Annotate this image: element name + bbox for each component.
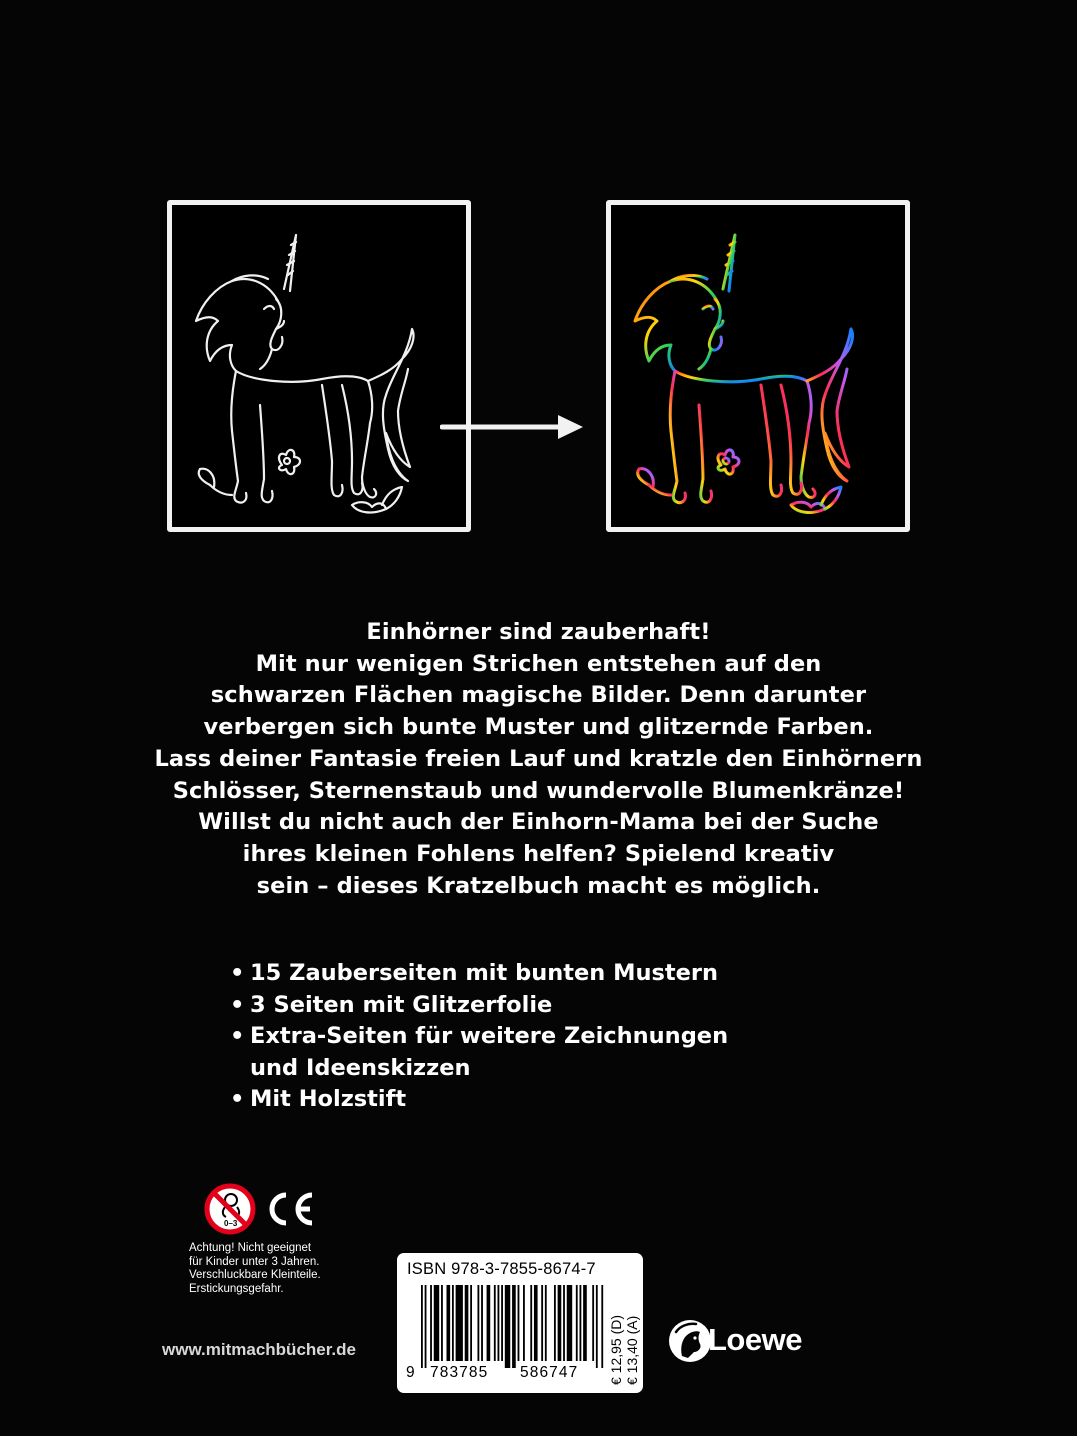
isbn-label: ISBN 978-3-7855-8674-7 [407,1260,596,1278]
arrow-right-icon [440,412,585,442]
barcode-digits-left: 783785 [430,1364,489,1381]
price-block [607,1265,643,1385]
barcode-icon [421,1285,605,1368]
feature-item: • Extra-Seiten für weitere Zeichnungen und Ideenskizzen [230,1021,750,1084]
feature-item: • 3 Seiten mit Glitzerfolie [230,990,750,1022]
safety-warning-text: Achtung! Nicht geeignet für Kinder unter 3 Jahren. Verschluckbare Kleinteile. Erstickungsgefahr. [189,1242,321,1295]
illustration-before [167,200,471,532]
barcode-digits-right: 586747 [520,1364,579,1381]
price-austria: € 13,40 (A) [624,1315,640,1385]
unicorn-outline-rainbow-icon [611,205,905,527]
ce-mark-icon [264,1189,318,1229]
age-label: 0–3 [224,1219,238,1228]
illustration-after [606,200,910,532]
publisher-name: Loewe [708,1322,802,1357]
feature-item: • Mit Holzstift [230,1084,750,1116]
publisher-logo [668,1316,838,1370]
lion-head-icon [668,1318,712,1364]
barcode-sticker [397,1253,643,1393]
feature-item: • 15 Zauberseiten mit bunten Mustern [230,958,750,990]
website-link[interactable]: www.mitmachbücher.de [162,1340,356,1359]
description-text: Einhörner sind zauberhaft! Mit nur wenigen Strichen entstehen auf den schwarzen Flächen magische Bilder. Denn darunter verbergen sich bunte Muster und glitzernde Farben. Lass deiner Fantasie freien Lauf und kratzle den Einhörnern Schlösser, Sternenstaub und wundervolle Blumenkränze! Willst du nicht auch der Einhorn-Mama bei der Suche ihres kleinen Fohlens helfen? Spielend kreativ sein – dieses Kratzelbuch macht es möglich. [154,619,923,899]
feature-list [230,958,750,1116]
unicorn-outline-white-icon [172,205,466,527]
age-warning-icon [204,1183,256,1235]
price-germany: € 12,95 (D) [608,1314,624,1385]
barcode-lead-digit: 9 [406,1364,415,1381]
